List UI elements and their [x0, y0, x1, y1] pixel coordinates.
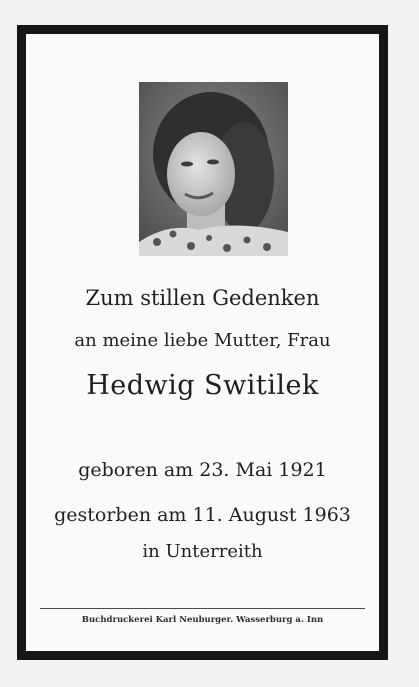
- printer-credit: Buchdruckerei Karl Neuburger. Wasserburg a. Inn: [81, 615, 324, 625]
- death-place: in Unterreith: [142, 541, 263, 562]
- birth-date: geboren am 23. Mai 1921: [78, 459, 327, 481]
- memorial-card: [17, 25, 388, 660]
- deceased-name: Hedwig Switilek: [86, 370, 319, 401]
- divider: [40, 608, 365, 609]
- memorial-heading: Zum stillen Gedenken: [85, 286, 320, 310]
- death-date: gestorben am 11. August 1963: [54, 504, 351, 526]
- portrait-photo: [139, 82, 288, 256]
- dedication-line: an meine liebe Mutter, Frau: [74, 330, 331, 351]
